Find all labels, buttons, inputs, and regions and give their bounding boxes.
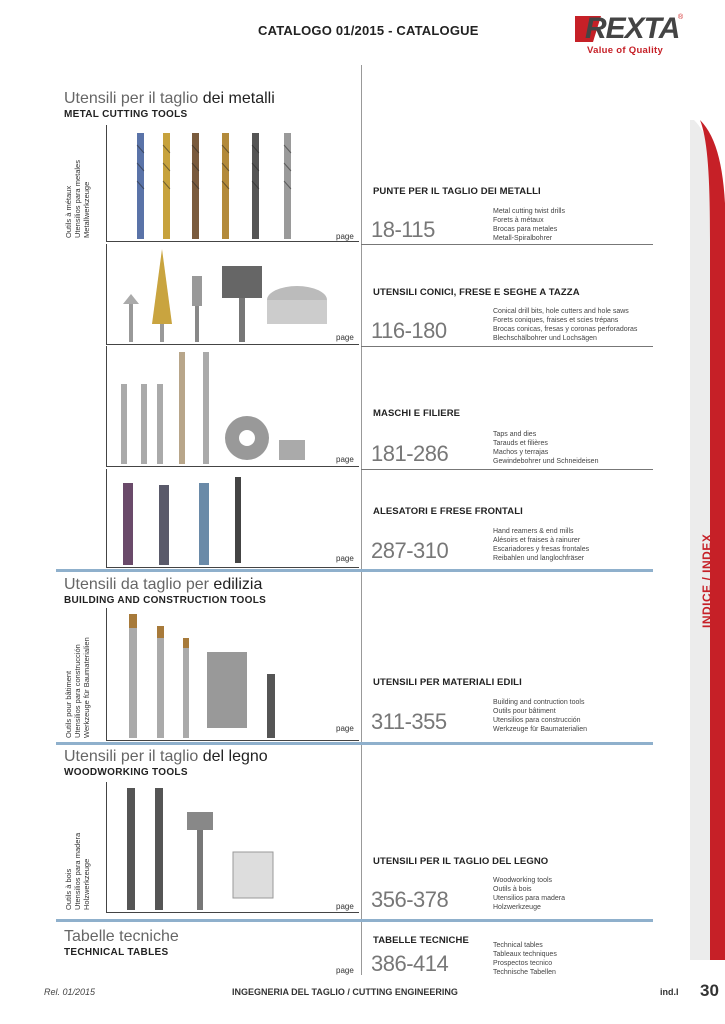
twist-drills-icon [107,125,359,241]
category-rule [361,469,653,470]
logo-registered: ® [678,14,684,21]
category-heading: ALESATORI E FRESE FRONTALI [373,506,523,517]
section-vertical-labels-metals [64,160,91,238]
category-description [493,430,598,466]
photo-taps-dies [106,346,359,467]
category-heading: MASCHI E FILIERE [373,408,461,419]
category-heading: TABELLE TECNICHE [373,935,469,946]
page-label: page [336,966,354,975]
desc-line: Utensilios para madera [493,895,565,902]
category-description [493,698,587,734]
section-divider [56,569,653,572]
page-range[interactable]: 18-115 [371,217,435,242]
section-title-light: Utensili da taglio per [64,576,214,593]
catalog-title: CATALOGO 01/2015 - CATALOGUE [258,23,479,38]
photo-wood-tools [106,782,359,913]
category-description [493,307,637,343]
desc-line: Outils à bois [493,886,532,893]
taps-dies-icon [107,346,359,466]
page-label: page [336,232,354,241]
category-rule [361,244,653,245]
desc-line: Taps and dies [493,431,537,438]
desc-line: Woodworking tools [493,877,553,884]
desc-line: Metal cutting twist drills [493,208,565,215]
page-range[interactable]: 287-310 [371,538,449,563]
column-divider [361,65,362,975]
section-title-light: Tabelle tecniche [64,928,179,945]
row-rule [106,241,358,242]
vertical-label: Outils à bois [64,868,73,910]
page-label: page [336,724,354,733]
desc-line: Blechschälbohrer und Lochsägen [493,335,597,342]
wood-bits-icon [107,782,359,912]
desc-line: Holzwerkzeuge [493,904,541,911]
photo-end-mills [106,469,359,568]
category-description [493,527,589,563]
section-divider [56,919,653,922]
desc-line: Brocas conicas, fresas y coronas perforadoras [493,326,638,333]
section-title-wood [64,748,268,766]
vertical-label: Outils pour bâtiment [64,670,73,738]
section-divider [56,742,653,745]
row-rule [106,567,358,568]
section-title-bold: dei metalli [202,90,275,107]
section-title-tables [64,928,179,946]
row-rule [106,912,358,913]
category-description [493,941,557,977]
page-range[interactable]: 386-414 [371,951,449,976]
section-title-bold: del legno [202,748,268,765]
page-label: page [336,455,354,464]
category-heading: UTENSILI PER MATERIALI EDILI [373,677,522,688]
photo-conical-tools [106,244,359,345]
section-vertical-labels-building [64,637,91,738]
vertical-label: Utensilios para madera [73,832,82,910]
desc-line: Brocas para metales [493,226,558,233]
desc-line: Alésoirs et fraises à rainurer [493,537,581,544]
page-number: 30 [700,981,719,1000]
page-label: page [336,902,354,911]
section-subtitle-tables: TECHNICAL TABLES [64,947,169,958]
page-label: page [336,554,354,563]
desc-line: Hand reamers & end mills [493,528,574,535]
photo-masonry-drills [106,608,359,741]
desc-line: Prospectos tecnico [493,960,553,967]
logo-brand: REXTA [585,12,680,45]
category-heading: UTENSILI PER IL TAGLIO DEL LEGNO [373,856,549,867]
desc-line: Utensilios para construcción [493,717,581,724]
section-title-building [64,576,262,594]
desc-line: Building and contruction tools [493,699,585,706]
vertical-label: Metallwerkzeuge [82,181,91,238]
section-vertical-labels-wood [64,833,91,910]
section-subtitle-metals: METAL CUTTING TOOLS [64,109,188,120]
desc-line: Werkzeuge für Baumaterialien [493,726,588,733]
section-title-light: Utensili per il taglio [64,748,203,765]
desc-line: Machos y terrajas [493,449,549,456]
masonry-drills-icon [107,608,359,740]
page-label: page [336,333,354,342]
logo-tagline: Value of Quality [587,45,664,56]
desc-line: Outils pour bâtiment [493,708,556,715]
desc-line: Tarauds et filières [493,440,548,447]
vertical-label: Utensilios para construcción [73,644,82,738]
page-range[interactable]: 116-180 [371,318,447,343]
vertical-label: Outils à métaux [64,185,73,238]
row-rule [106,740,358,741]
section-title-light: Utensili per il taglio [64,90,203,107]
page-range[interactable]: 356-378 [371,887,449,912]
page-range[interactable]: 311-355 [371,709,447,734]
section-subtitle-building: BUILDING AND CONSTRUCTION TOOLS [64,595,267,606]
desc-line: Tableaux techniques [493,951,557,958]
vertical-label: Holzwerkzeuge [82,858,91,910]
hole-saws-icon [107,244,359,344]
desc-line: Metall-Spiralbohrer [493,235,553,242]
photo-twist-drills [106,125,359,242]
desc-line: Technical tables [493,942,543,949]
category-heading: UTENSILI CONICI, FRESE E SEGHE A TAZZA [373,287,580,298]
category-heading: PUNTE PER IL TAGLIO DEI METALLI [373,186,541,197]
rexta-logo [575,12,687,60]
vertical-label: Utensilios para metales [73,160,82,238]
footer-tagline: INGEGNERIA DEL TAGLIO / CUTTING ENGINEERING [232,987,458,997]
footer-release: Rel. 01/2015 [44,987,96,997]
row-rule [106,466,358,467]
desc-line: Conical drill bits, hole cutters and hole saws [493,308,629,315]
section-subtitle-wood: WOODWORKING TOOLS [64,767,188,778]
index-side-label: INDICE / INDEX [700,533,714,628]
footer-index-code: ind.I [660,987,679,997]
desc-line: Forets coniques, fraises et scies trépans [493,317,619,324]
desc-line: Gewindebohrer und Schneideisen [493,458,599,465]
desc-line: Technische Tabellen [493,969,556,976]
vertical-label: Werkzeuge für Baumaterialien [82,637,91,738]
row-rule [106,344,358,345]
section-title-metals [64,90,275,108]
category-description [493,876,565,912]
category-rule [361,346,653,347]
desc-line: Reibahlen und langlochfräser [493,555,585,562]
desc-line: Escariadores y fresas frontales [493,546,590,553]
end-mills-icon [107,469,359,567]
category-description [493,207,565,243]
desc-line: Forets à métaux [493,217,544,224]
page-range[interactable]: 181-286 [371,441,449,466]
section-title-bold: edilizia [213,576,263,593]
